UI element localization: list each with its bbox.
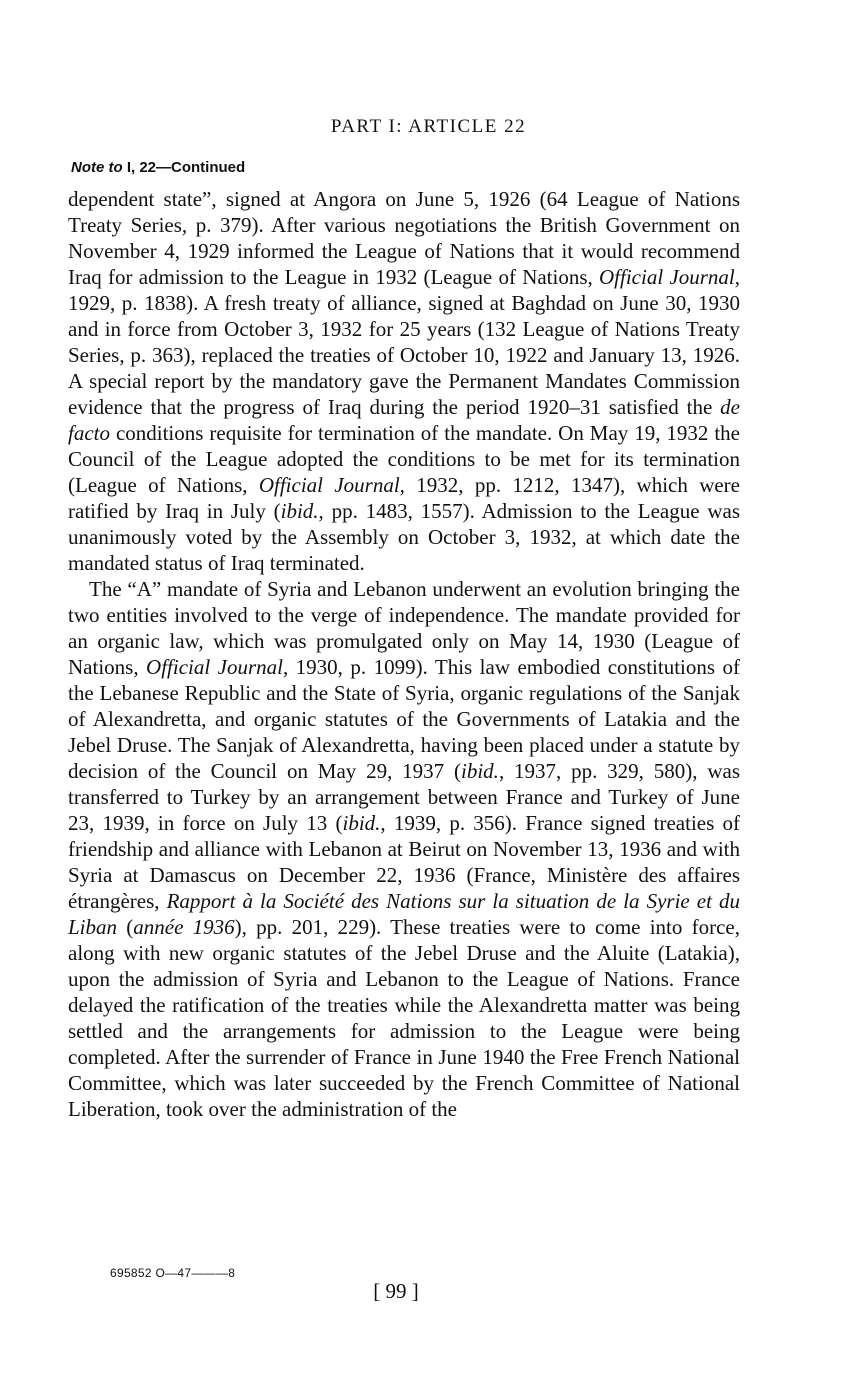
note-label-italic: Note to [71,159,123,176]
text-run: , 1929, p. 1838). A fresh treaty of alliance, signed at Baghdad on June 30, 1930 and in force from October 3, 1932 for 25 years (132 League of Nations Treaty Series, p. 363), replaced the treaties of October 10, 1922 and January 13, 1926. A special report by the mandatory gave the Permanent Mandates Commission evidence that the progress of Iraq during the period 1920–31 satisfied the [68,265,740,419]
paragraph [68,576,740,1122]
italic-text: ibid. [342,811,381,835]
italic-text: année 1936 [133,915,235,939]
print-code: 695852 O—47———8 [110,1266,236,1280]
paragraph [68,186,740,576]
running-header: PART I: ARTICLE 22 [330,116,527,137]
italic-text: Official Journal [146,655,283,679]
text-run: ( [117,915,134,939]
text-run: dependent state”, signed at Angora on June 5, 1926 (64 League of Nations Treaty Series, p. 379). After various negotiations the British Government on November 4, 1929 informed the League of Nations that it would recommend Iraq for admission to the League in 1932 (League of Nations, [68,187,740,289]
text-run: , 1937, pp. 329, 580), was transferred to Turkey by an arrangement between France and Turkey of June 23, 1939, in force on July 13 ( [68,759,740,835]
text-run: , 1932, pp. 1212, 1347), which were ratified by Iraq in July ( [68,473,740,523]
text-run: , pp. 1483, 1557). Admission to the League was unanimously voted by the Assembly on October 3, 1932, at which date the mandated status of Iraq terminated. [68,499,740,575]
italic-text: Official Journal [599,265,735,289]
italic-text: ibid. [280,499,319,523]
section-note-label [71,159,245,176]
italic-text: de facto [68,395,740,445]
body-text [68,186,740,1122]
text-run: , 1939, p. 356). France signed treaties of friendship and alliance with Lebanon at Beirut on November 13, 1936 and with Syria at Damascus on December 22, 1936 (France, Ministère des affaires étrangères, [68,811,740,913]
italic-text: ibid. [461,759,499,783]
note-label-text: I, 22—Continued [122,159,246,176]
text-run: The “A” mandate of Syria and Lebanon underwent an evolution bringing the two entities involved to the verge of independence. The mandate provided for an organic law, which was promulgated only on May 14, 1930 (League of Nations, [68,577,740,679]
text-run: conditions requisite for termination of the mandate. On May 19, 1932 the Council of the League adopted the conditions to be met for its termination (League of Nations, [68,421,740,497]
italic-text: Official Journal [258,473,400,497]
text-run: , 1930, p. 1099). This law embodied constitutions of the Lebanese Republic and the State of Syria, organic regulations of the Sanjak of Alexandretta, and organic statutes of the Governments of Latakia and the Jebel Druse. The Sanjak of Alexandretta, having been placed under a statute by decision of the Council on May 29, 1937 ( [68,655,740,783]
text-run: ), pp. 201, 229). These treaties were to come into force, along with new organic statutes of the Jebel Druse and the Aluite (Latakia), upon the admission of Syria and Lebanon to the League of Nations. France delayed the ratification of the treaties while the Alexandretta matter was being settled and the arrangements for admission to the League were being completed. After the surrender of France in June 1940 the Free French National Committee, which was later succeeded by the French Committee of National Liberation, took over the administration of the [68,915,740,1121]
italic-text: Rapport à la Société des Nations sur la situation de la Syrie et du Liban [68,889,740,939]
page-number: [ 99 ] [373,1279,419,1303]
